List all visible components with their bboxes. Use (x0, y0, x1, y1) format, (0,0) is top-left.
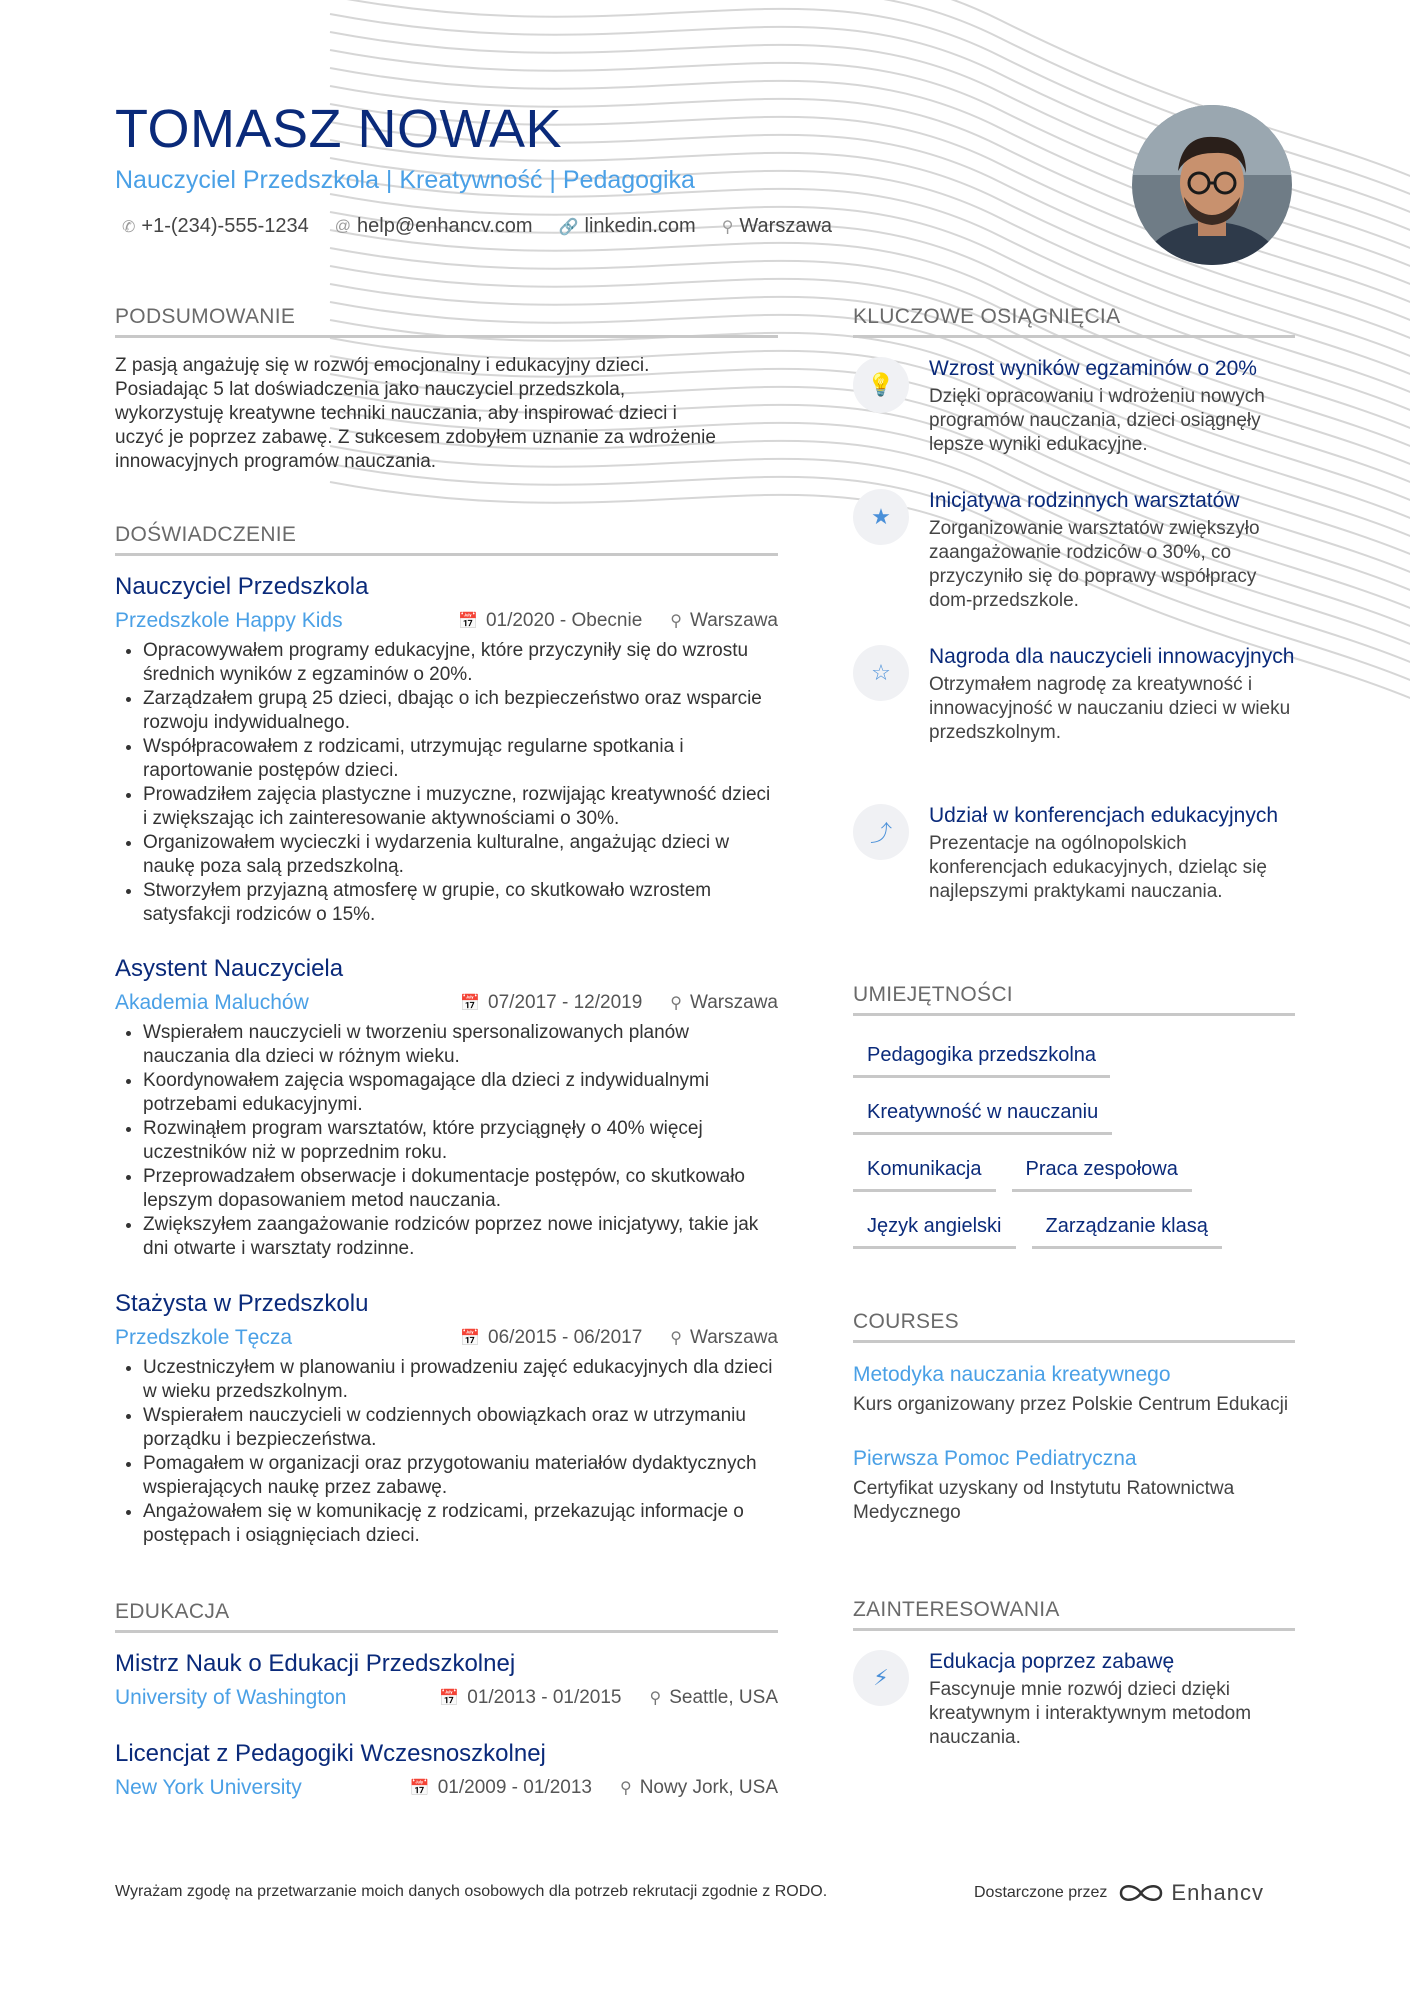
section-title-education: EDUKACJA (115, 1600, 778, 1633)
course-item (853, 1363, 1295, 1417)
lightning-icon: ⚡ (853, 1650, 909, 1706)
job-bullet: • Zwiększyłem zaangażowanie rodziców poprzez nowe inicjatywy, takie jak dni otwarte i warsztaty rodzinne. (143, 1213, 778, 1261)
company-name: Przedszkole Happy Kids (115, 609, 343, 632)
contact-location (722, 215, 832, 238)
at-icon: @ (334, 217, 351, 235)
job-title: Stażysta w Przedszkolu (115, 1290, 369, 1317)
enhancv-logo-icon (1117, 1880, 1165, 1906)
interest-item (853, 1648, 1295, 1750)
summary-line: innowacyjnych programów nauczania. (115, 451, 437, 472)
job-meta (115, 609, 778, 633)
interest-title: Edukacja poprzez zabawę (929, 1650, 1175, 1673)
achievement-item (853, 802, 1295, 904)
course-title: Metodyka nauczania kreatywnego (853, 1363, 1171, 1386)
job-date-location (460, 1327, 778, 1349)
achievement-title: Inicjatywa rodzinnych warsztatów (929, 489, 1240, 512)
section-title-courses: COURSES (853, 1310, 1295, 1343)
job-bullet: • Rozwinąłem program warsztatów, które przyciągnęły o 40% więcej uczestników niż w poprzednim roku. (143, 1117, 778, 1165)
section-title-skills: UMIEJĘTNOŚCI (853, 983, 1295, 1016)
section-title-experience: DOŚWIADCZENIE (115, 523, 778, 556)
summary-line: wykorzystuję kreatywne techniki nauczania, aby inspirować dzieci i (115, 403, 677, 424)
job-entry (115, 1290, 778, 1548)
candidate-headline: Nauczyciel Przedszkola | Kreatywność | Pedagogika (115, 166, 695, 194)
education-meta (115, 1776, 778, 1800)
job-bullet: • Stworzyłem przyjazną atmosferę w grupie, co skutkowało wzrostem satysfakcji rodziców o 15%. (143, 879, 778, 927)
job-dates: 01/2020 - Obecnie (485, 610, 643, 631)
school-name: University of Washington (115, 1686, 347, 1709)
job-bullet: • Pomagałem w organizacji oraz przygotowaniu materiałów dydaktycznych wspierających naukę przez zabawę. (143, 1452, 778, 1500)
contact-linkedin[interactable] (559, 215, 696, 238)
job-bullet: • Opracowywałem programy edukacyjne, które przyczyniły się do wzrostu średnich wyników z egzaminów o 20%. (143, 639, 778, 687)
job-bullet: • Przeprowadzałem obserwacje i dokumentacje postępów, co skutkowało lepszym dopasowaniem metod nauczania. (143, 1165, 778, 1213)
powered-by[interactable] (974, 1880, 1264, 1906)
company-name: Przedszkole Tęcza (115, 1326, 293, 1349)
course-item (853, 1447, 1295, 1525)
summary-section (115, 305, 778, 474)
education-date-location (410, 1777, 778, 1799)
enhancv-brand: Enhancv (1171, 1880, 1265, 1905)
skills-section (853, 983, 1295, 1266)
job-bullet: • Koordynowałem zajęcia wspomagające dla dzieci z indywidualnymi potrzebami edukacyjnymi. (143, 1069, 778, 1117)
education-dates: 01/2013 - 01/2015 (467, 1687, 622, 1708)
star-badge-icon: ★ (853, 489, 909, 545)
gdpr-consent: Wyrażam zgodę na przetwarzanie moich danych osobowych dla potrzeb rekrutacji zgodnie z RODO. (115, 1883, 828, 1900)
course-title: Pierwsza Pomoc Pediatryczna (853, 1447, 1137, 1470)
achievement-title: Udział w konferencjach edukacyjnych (929, 804, 1279, 827)
location-text: Warszawa (739, 215, 833, 237)
job-bullet: • Zarządzałem grupą 25 dzieci, dbając o ich bezpieczeństwo oraz wsparcie rozwoju indywidualnego. (143, 687, 778, 735)
star-icon: ☆ (853, 645, 909, 701)
contact-email[interactable] (335, 215, 533, 238)
section-title-interests: ZAINTERESOWANIA (853, 1598, 1295, 1631)
job-title: Nauczyciel Przedszkola (115, 573, 369, 600)
calendar-icon: 📅 (439, 1690, 460, 1707)
phone-text: +1-(234)-555-1234 (141, 215, 309, 237)
achievement-item (853, 487, 1295, 613)
job-bullet: • Wspierałem nauczycieli w tworzeniu spersonalizowanych planów nauczania dla dzieci w różnym wieku. (143, 1021, 778, 1069)
job-dates: 06/2015 - 06/2017 (488, 1327, 643, 1348)
section-title-achievements: KLUCZOWE OSIĄGNIĘCIA (853, 305, 1295, 338)
job-entry (115, 955, 778, 1261)
phone-icon: ✆ (122, 218, 136, 236)
powered-by-text: Dostarczone przez (974, 1884, 1108, 1901)
achievement-desc: Otrzymałem nagrodę za kreatywność i innowacyjność w nauczaniu dzieci w wieku przedszkolnym. (929, 674, 1291, 743)
courses-section (853, 1310, 1295, 1525)
job-bullets (115, 639, 778, 927)
map-pin-icon: ⚲ (721, 218, 734, 236)
education-date-location (439, 1687, 778, 1709)
job-dates: 07/2017 - 12/2019 (488, 992, 643, 1013)
education-location: Seattle, USA (669, 1687, 778, 1708)
achievement-desc: Prezentacje na ogólnopolskich konferencjach edukacyjnych, dzieląc się najlepszymi praktykami nauczania. (929, 833, 1267, 902)
map-pin-icon: ⚲ (670, 995, 683, 1012)
map-pin-icon: ⚲ (670, 613, 683, 630)
achievements-section (853, 305, 1295, 338)
map-pin-icon: ⚲ (649, 1690, 662, 1707)
candidate-name: TOMASZ NOWAK (115, 99, 563, 159)
skill-tag: Komunikacja (853, 1152, 996, 1192)
calendar-icon: 📅 (460, 995, 481, 1012)
achievement-item (853, 355, 1295, 457)
achievement-item (853, 643, 1295, 745)
email-text: help@enhancv.com (357, 215, 533, 237)
strategy-icon: ⤴ (853, 804, 909, 860)
job-location: Warszawa (690, 992, 778, 1013)
education-entry (115, 1650, 778, 1710)
job-date-location (458, 610, 778, 632)
skills-list (853, 1038, 1295, 1249)
job-bullet: • Organizowałem wycieczki i wydarzenia kulturalne, angażując dzieci w naukę poza salą przedszkolną. (143, 831, 778, 879)
education-location: Nowy Jork, USA (639, 1777, 778, 1798)
linkedin-text: linkedin.com (584, 215, 696, 237)
experience-section (115, 523, 778, 556)
job-date-location (460, 992, 778, 1014)
calendar-icon: 📅 (409, 1780, 430, 1797)
achievement-desc: Dzięki opracowaniu i wdrożeniu nowych programów nauczania, dzieci osiągnęły lepsze wyniki edukacyjne. (929, 386, 1265, 455)
contact-phone[interactable] (122, 215, 309, 238)
skill-tag: Praca zespołowa (1012, 1152, 1192, 1192)
achievement-title: Wzrost wyników egzaminów o 20% (929, 357, 1257, 380)
link-icon: 🔗 (558, 218, 579, 236)
company-name: Akademia Maluchów (115, 991, 309, 1014)
degree-title: Licencjat z Pedagogiki Wczesnoszkolnej (115, 1740, 546, 1767)
job-bullet: • Angażowałem się w komunikację z rodzicami, przekazując informacje o postępach i osiągnięciach dzieci. (143, 1500, 778, 1548)
job-bullet: • Prowadziłem zajęcia plastyczne i muzyczne, rozwijając kreatywność dzieci i zwiększając ich zainteresowanie aktywnościami o 30%. (143, 783, 778, 831)
summary-line: Posiadając 5 lat doświadczenia jako nauczyciel przedszkola, (115, 379, 626, 400)
skill-tag: Język angielski (853, 1209, 1016, 1249)
course-desc: Kurs organizowany przez Polskie Centrum Edukacji (853, 1394, 1289, 1415)
calendar-icon: 📅 (458, 613, 478, 630)
school-name: New York University (115, 1776, 302, 1799)
education-section (115, 1600, 778, 1633)
interest-desc: Fascynuje mnie rozwój dzieci dzięki kreatywnym i interaktywnym metodom nauczania. (929, 1679, 1252, 1748)
education-entry (115, 1740, 778, 1800)
skill-tag: Kreatywność w nauczaniu (853, 1095, 1112, 1135)
map-pin-icon: ⚲ (619, 1780, 632, 1797)
summary-text (115, 354, 778, 474)
achievement-title: Nagroda dla nauczycieli innowacyjnych (929, 645, 1295, 668)
education-meta (115, 1686, 778, 1710)
job-bullet: • Wspierałem nauczycieli w codziennych obowiązkach oraz w utrzymaniu porządku i bezpieczeństwa. (143, 1404, 778, 1452)
job-title: Asystent Nauczyciela (115, 955, 344, 982)
job-meta (115, 1326, 778, 1350)
education-dates: 01/2009 - 01/2013 (437, 1777, 592, 1798)
skill-tag: Pedagogika przedszkolna (853, 1038, 1110, 1078)
job-bullet: • Uczestniczyłem w planowaniu i prowadzeniu zajęć edukacyjnych dla dzieci w wieku przedszkolnym. (143, 1356, 778, 1404)
job-location: Warszawa (690, 610, 778, 631)
calendar-icon: 📅 (460, 1330, 481, 1347)
job-bullets (115, 1021, 778, 1261)
contact-bar (122, 215, 858, 238)
job-bullets (115, 1356, 778, 1548)
course-desc: Certyfikat uzyskany od Instytutu Ratownictwa Medycznego (853, 1478, 1235, 1523)
job-meta (115, 991, 778, 1015)
job-location: Warszawa (690, 1327, 778, 1348)
job-entry (115, 573, 778, 927)
summary-line: Z pasją angażuję się w rozwój emocjonalny i edukacyjny dzieci. (115, 355, 650, 376)
map-pin-icon: ⚲ (670, 1330, 683, 1347)
section-title-summary: PODSUMOWANIE (115, 305, 778, 338)
job-bullet: • Współpracowałem z rodzicami, utrzymując regularne spotkania i raportowanie postępów dzieci. (143, 735, 778, 783)
achievement-desc: Zorganizowanie warsztatów zwiększyło zaangażowanie rodziców o 30%, co przyczyniło się do poprawy współpracy dom-przedszkole. (929, 518, 1260, 611)
lightbulb-icon: 💡 (853, 357, 909, 413)
summary-line: uczyć je poprzez zabawę. Z sukcesem zdobyłem uznanie za wdrożenie (115, 427, 716, 448)
profile-photo (1132, 105, 1292, 265)
interests-section (853, 1598, 1295, 1631)
skill-tag: Zarządzanie klasą (1032, 1209, 1222, 1249)
degree-title: Mistrz Nauk o Edukacji Przedszkolnej (115, 1650, 516, 1677)
